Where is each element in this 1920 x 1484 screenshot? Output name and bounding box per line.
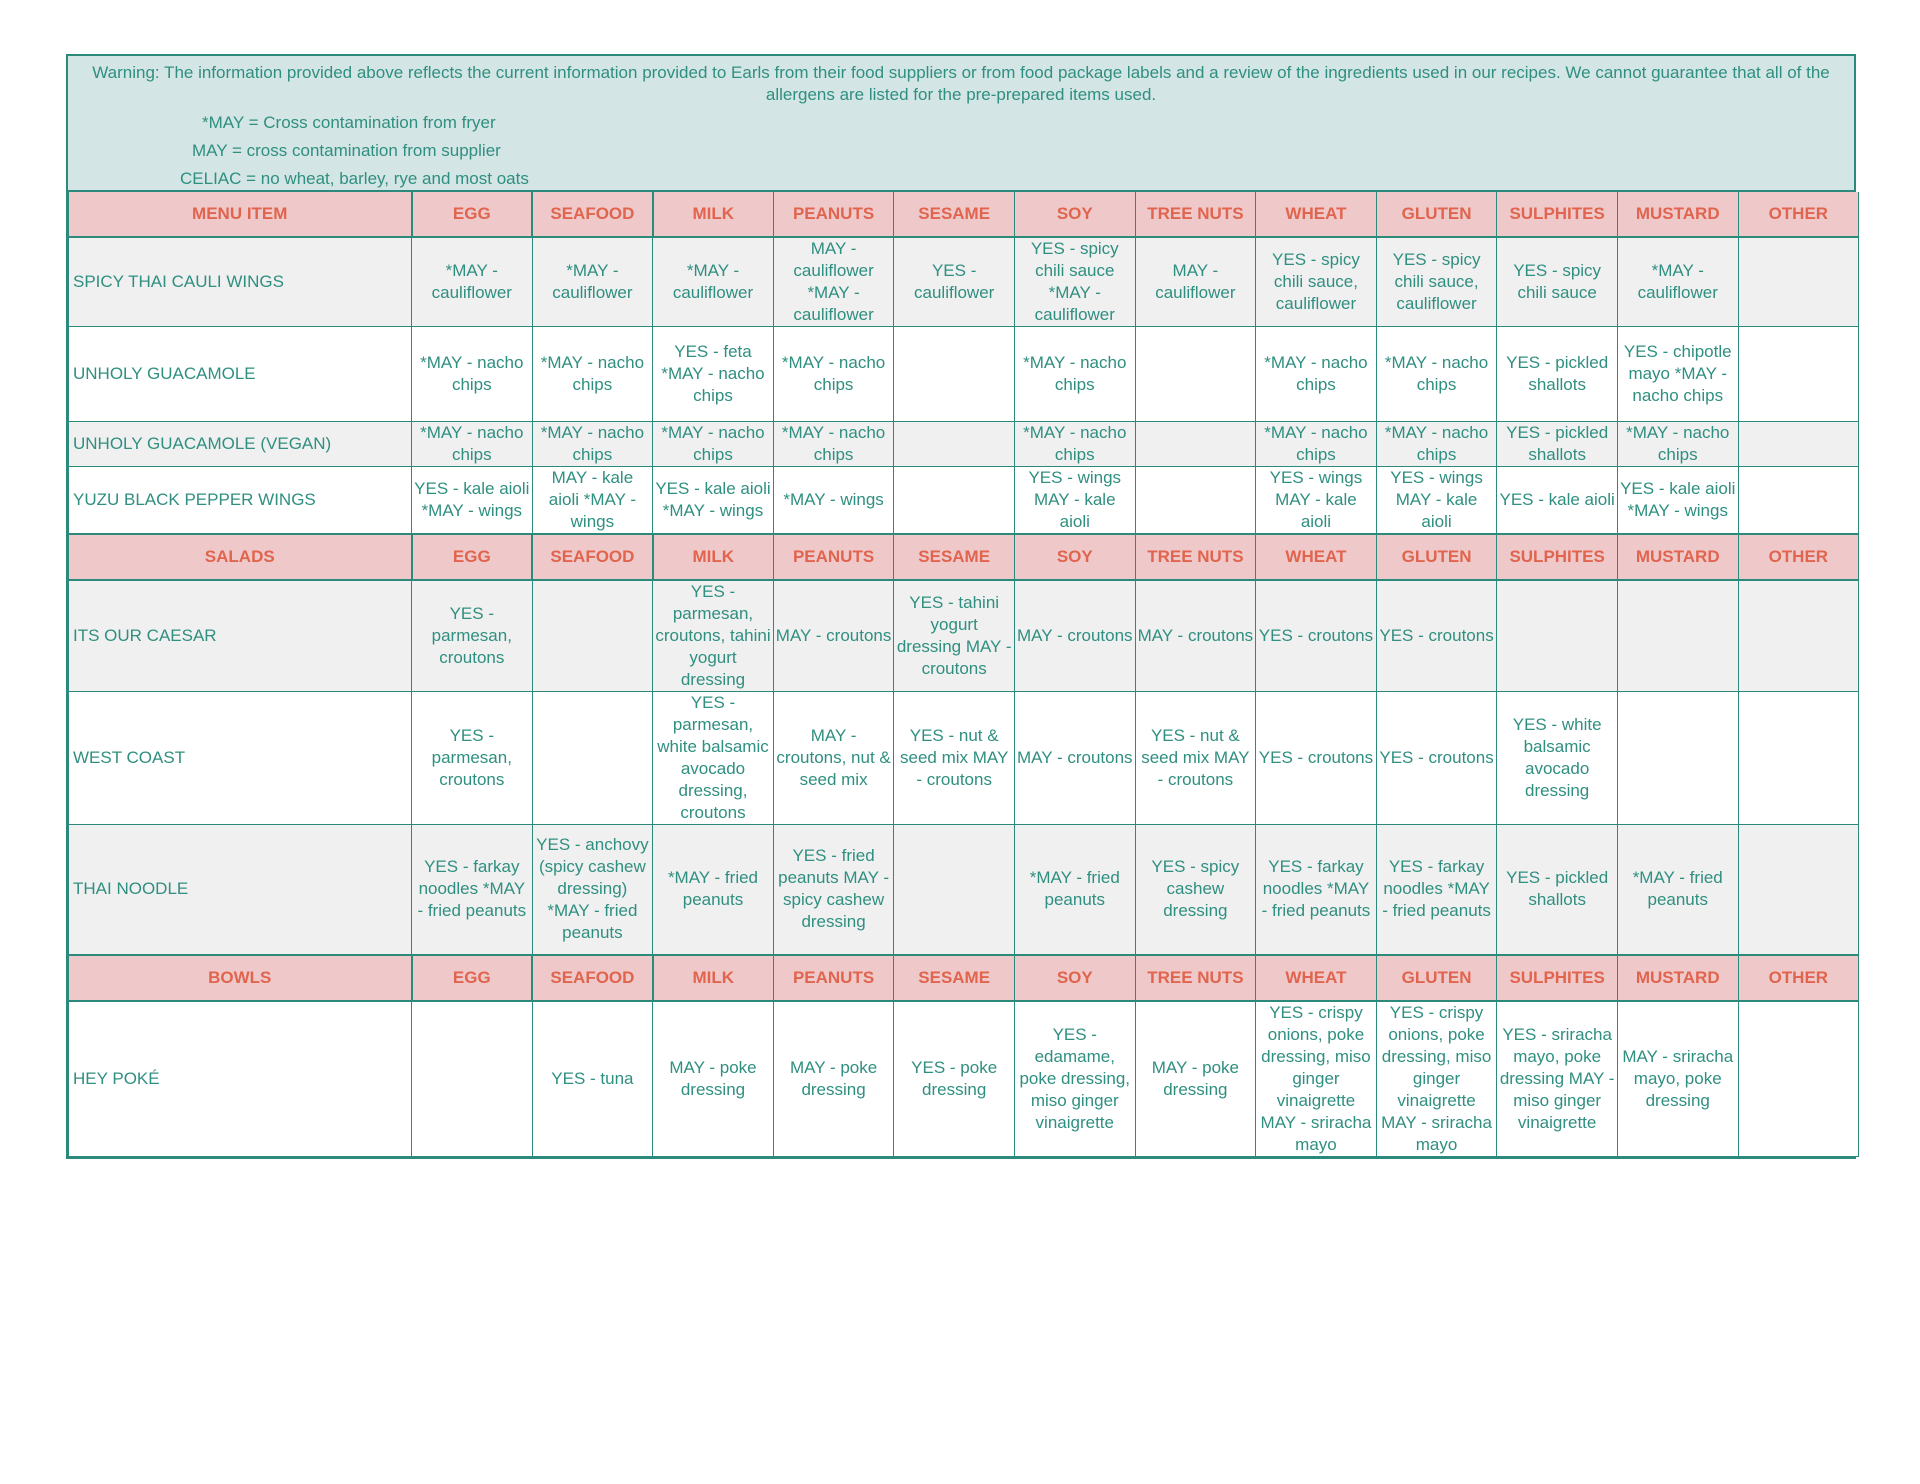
allergen-cell bbox=[1135, 467, 1256, 535]
allergen-cell: *MAY - fried peanuts bbox=[1014, 825, 1135, 955]
allergen-cell: YES - tuna bbox=[532, 1001, 653, 1157]
allergen-cell: YES - spicy chili sauce bbox=[1497, 237, 1618, 327]
menu-item-name: UNHOLY GUACAMOLE bbox=[69, 327, 412, 422]
table-row bbox=[69, 327, 1859, 422]
allergen-cell bbox=[894, 467, 1015, 535]
allergen-cell: YES - spicy chili sauce, cauliflower bbox=[1256, 237, 1377, 327]
section-header bbox=[69, 534, 1859, 580]
allergen-cell: YES - wings MAY - kale aioli bbox=[1376, 467, 1497, 535]
column-header: OTHER bbox=[1738, 192, 1859, 237]
allergen-cell: YES - wings MAY - kale aioli bbox=[1256, 467, 1377, 535]
allergen-cell bbox=[532, 580, 653, 692]
allergen-cell: MAY - poke dressing bbox=[773, 1001, 894, 1157]
allergen-cell: MAY - croutons bbox=[1014, 580, 1135, 692]
allergen-cell bbox=[1617, 692, 1738, 825]
column-header: TREE NUTS bbox=[1135, 955, 1256, 1001]
allergen-cell: YES - nut & seed mix MAY - croutons bbox=[1135, 692, 1256, 825]
column-header: SULPHITES bbox=[1497, 955, 1618, 1001]
allergen-cell: YES - anchovy (spicy cashew dressing) *MAY - fried peanuts bbox=[532, 825, 653, 955]
allergen-cell: *MAY - nacho chips bbox=[1376, 422, 1497, 467]
section-header bbox=[69, 192, 1859, 237]
column-header: TREE NUTS bbox=[1135, 192, 1256, 237]
column-header: SULPHITES bbox=[1497, 192, 1618, 237]
legend-supplier: MAY = cross contamination from supplier bbox=[192, 141, 501, 160]
allergen-cell: YES - croutons bbox=[1256, 692, 1377, 825]
table-row bbox=[69, 580, 1859, 692]
allergen-cell bbox=[894, 327, 1015, 422]
column-header: MUSTARD bbox=[1617, 955, 1738, 1001]
section-title: MENU ITEM bbox=[69, 192, 412, 237]
allergen-cell bbox=[894, 422, 1015, 467]
allergen-cell: YES - croutons bbox=[1256, 580, 1377, 692]
column-header: SOY bbox=[1014, 534, 1135, 580]
allergen-cell: MAY - croutons bbox=[1014, 692, 1135, 825]
column-header: WHEAT bbox=[1256, 534, 1377, 580]
allergen-cell: YES - cauliflower bbox=[894, 237, 1015, 327]
column-header: OTHER bbox=[1738, 955, 1859, 1001]
allergen-cell: YES - crispy onions, poke dressing, miso ginger vinaigrette MAY - sriracha mayo bbox=[1256, 1001, 1377, 1157]
allergen-cell: *MAY - nacho chips bbox=[1014, 422, 1135, 467]
column-header: SESAME bbox=[894, 955, 1015, 1001]
allergen-cell: *MAY - wings bbox=[773, 467, 894, 535]
column-header: WHEAT bbox=[1256, 192, 1377, 237]
allergen-cell: MAY - kale aioli *MAY - wings bbox=[532, 467, 653, 535]
allergen-cell: YES - spicy cashew dressing bbox=[1135, 825, 1256, 955]
warning-box bbox=[68, 56, 1854, 192]
allergen-cell: YES - white balsamic avocado dressing bbox=[1497, 692, 1618, 825]
menu-item-name: ITS OUR CAESAR bbox=[69, 580, 412, 692]
column-header: MUSTARD bbox=[1617, 534, 1738, 580]
allergen-cell: YES - farkay noodles *MAY - fried peanuts bbox=[412, 825, 533, 955]
column-header: EGG bbox=[412, 534, 533, 580]
allergen-cell: MAY - poke dressing bbox=[1135, 1001, 1256, 1157]
allergen-cell: MAY - croutons bbox=[773, 580, 894, 692]
allergen-cell: YES - croutons bbox=[1376, 692, 1497, 825]
section-header bbox=[69, 955, 1859, 1001]
allergen-cell: YES - farkay noodles *MAY - fried peanuts bbox=[1256, 825, 1377, 955]
allergen-cell: *MAY - nacho chips bbox=[412, 327, 533, 422]
allergen-table bbox=[68, 192, 1859, 1157]
allergen-cell bbox=[1738, 1001, 1859, 1157]
allergen-cell: YES - tahini yogurt dressing MAY - croutons bbox=[894, 580, 1015, 692]
allergen-cell: YES - parmesan, white balsamic avocado dressing, croutons bbox=[653, 692, 774, 825]
allergen-cell: *MAY - nacho chips bbox=[653, 422, 774, 467]
allergen-cell: *MAY - nacho chips bbox=[1256, 422, 1377, 467]
allergen-cell: MAY - poke dressing bbox=[653, 1001, 774, 1157]
column-header: SESAME bbox=[894, 192, 1015, 237]
allergen-cell bbox=[1497, 580, 1618, 692]
column-header: SOY bbox=[1014, 192, 1135, 237]
allergen-cell bbox=[1135, 327, 1256, 422]
column-header: GLUTEN bbox=[1376, 534, 1497, 580]
column-header: MILK bbox=[653, 955, 774, 1001]
column-header: TREE NUTS bbox=[1135, 534, 1256, 580]
allergen-sheet bbox=[66, 54, 1856, 1159]
allergen-cell bbox=[1738, 692, 1859, 825]
menu-item-name: SPICY THAI CAULI WINGS bbox=[69, 237, 412, 327]
allergen-cell bbox=[1617, 580, 1738, 692]
column-header: SESAME bbox=[894, 534, 1015, 580]
menu-item-name: YUZU BLACK PEPPER WINGS bbox=[69, 467, 412, 535]
allergen-cell: MAY - cauliflower bbox=[1135, 237, 1256, 327]
column-header: PEANUTS bbox=[773, 192, 894, 237]
column-header: SEAFOOD bbox=[532, 955, 653, 1001]
column-header: GLUTEN bbox=[1376, 192, 1497, 237]
allergen-cell: YES - poke dressing bbox=[894, 1001, 1015, 1157]
table-row bbox=[69, 467, 1859, 535]
allergen-cell bbox=[894, 825, 1015, 955]
column-header: MILK bbox=[653, 192, 774, 237]
allergen-cell: YES - nut & seed mix MAY - croutons bbox=[894, 692, 1015, 825]
column-header: MUSTARD bbox=[1617, 192, 1738, 237]
table-row bbox=[69, 692, 1859, 825]
allergen-cell: YES - feta *MAY - nacho chips bbox=[653, 327, 774, 422]
allergen-cell bbox=[532, 692, 653, 825]
allergen-cell: YES - fried peanuts MAY - spicy cashew dressing bbox=[773, 825, 894, 955]
section-title: SALADS bbox=[69, 534, 412, 580]
allergen-cell: YES - wings MAY - kale aioli bbox=[1014, 467, 1135, 535]
allergen-cell: MAY - cauliflower *MAY - cauliflower bbox=[773, 237, 894, 327]
allergen-cell: YES - kale aioli *MAY - wings bbox=[653, 467, 774, 535]
column-header: SOY bbox=[1014, 955, 1135, 1001]
menu-item-name: THAI NOODLE bbox=[69, 825, 412, 955]
column-header: PEANUTS bbox=[773, 955, 894, 1001]
allergen-cell: MAY - croutons bbox=[1135, 580, 1256, 692]
allergen-cell: YES - spicy chili sauce, cauliflower bbox=[1376, 237, 1497, 327]
allergen-cell: YES - sriracha mayo, poke dressing MAY - miso ginger vinaigrette bbox=[1497, 1001, 1618, 1157]
allergen-cell bbox=[1135, 422, 1256, 467]
menu-item-name: HEY POKÉ bbox=[69, 1001, 412, 1157]
allergen-cell: YES - parmesan, croutons bbox=[412, 580, 533, 692]
section-title: BOWLS bbox=[69, 955, 412, 1001]
column-header: EGG bbox=[412, 955, 533, 1001]
allergen-cell: YES - kale aioli *MAY - wings bbox=[1617, 467, 1738, 535]
allergen-cell: YES - farkay noodles *MAY - fried peanuts bbox=[1376, 825, 1497, 955]
legend-fryer: *MAY = Cross contamination from fryer bbox=[202, 113, 496, 132]
menu-item-name: WEST COAST bbox=[69, 692, 412, 825]
warning-text: Warning: The information provided above reflects the current information provided to Earls from their food suppliers or from food package labels and a review of the ingredients used in our recipes. We cannot guarantee that all of the allergens are listed for the pre-prepared items used. bbox=[92, 63, 1830, 104]
allergen-cell: YES - chipotle mayo *MAY - nacho chips bbox=[1617, 327, 1738, 422]
allergen-cell: YES - kale aioli bbox=[1497, 467, 1618, 535]
column-header: OTHER bbox=[1738, 534, 1859, 580]
allergen-cell: *MAY - nacho chips bbox=[773, 422, 894, 467]
allergen-cell: *MAY - cauliflower bbox=[412, 237, 533, 327]
allergen-cell bbox=[1738, 327, 1859, 422]
allergen-cell bbox=[1738, 467, 1859, 535]
allergen-cell: YES - croutons bbox=[1376, 580, 1497, 692]
column-header: SEAFOOD bbox=[532, 534, 653, 580]
menu-item-name: UNHOLY GUACAMOLE (VEGAN) bbox=[69, 422, 412, 467]
column-header: EGG bbox=[412, 192, 533, 237]
table-row bbox=[69, 422, 1859, 467]
allergen-cell bbox=[412, 1001, 533, 1157]
column-header: SEAFOOD bbox=[532, 192, 653, 237]
allergen-cell bbox=[1738, 237, 1859, 327]
allergen-cell: *MAY - nacho chips bbox=[773, 327, 894, 422]
allergen-cell: YES - parmesan, croutons bbox=[412, 692, 533, 825]
allergen-cell: *MAY - cauliflower bbox=[532, 237, 653, 327]
table-row bbox=[69, 825, 1859, 955]
allergen-cell: MAY - croutons, nut & seed mix bbox=[773, 692, 894, 825]
allergen-cell: *MAY - nacho chips bbox=[532, 327, 653, 422]
allergen-cell: YES - kale aioli *MAY - wings bbox=[412, 467, 533, 535]
allergen-cell bbox=[1738, 580, 1859, 692]
allergen-cell: *MAY - nacho chips bbox=[412, 422, 533, 467]
allergen-cell: YES - edamame, poke dressing, miso ginger vinaigrette bbox=[1014, 1001, 1135, 1157]
legend-celiac: CELIAC = no wheat, barley, rye and most oats bbox=[180, 169, 529, 188]
table-row bbox=[69, 1001, 1859, 1157]
allergen-cell: YES - crispy onions, poke dressing, miso ginger vinaigrette MAY - sriracha mayo bbox=[1376, 1001, 1497, 1157]
allergen-cell: *MAY - nacho chips bbox=[1014, 327, 1135, 422]
allergen-cell: *MAY - nacho chips bbox=[532, 422, 653, 467]
allergen-cell: YES - parmesan, croutons, tahini yogurt dressing bbox=[653, 580, 774, 692]
column-header: WHEAT bbox=[1256, 955, 1377, 1001]
allergen-cell: *MAY - cauliflower bbox=[1617, 237, 1738, 327]
column-header: PEANUTS bbox=[773, 534, 894, 580]
allergen-cell: *MAY - cauliflower bbox=[653, 237, 774, 327]
allergen-cell: YES - pickled shallots bbox=[1497, 422, 1618, 467]
allergen-cell: *MAY - fried peanuts bbox=[1617, 825, 1738, 955]
table-row bbox=[69, 237, 1859, 327]
column-header: GLUTEN bbox=[1376, 955, 1497, 1001]
column-header: MILK bbox=[653, 534, 774, 580]
allergen-cell: MAY - sriracha mayo, poke dressing bbox=[1617, 1001, 1738, 1157]
allergen-cell: *MAY - nacho chips bbox=[1256, 327, 1377, 422]
allergen-cell: *MAY - fried peanuts bbox=[653, 825, 774, 955]
allergen-cell: *MAY - nacho chips bbox=[1376, 327, 1497, 422]
allergen-cell: YES - spicy chili sauce *MAY - cauliflower bbox=[1014, 237, 1135, 327]
allergen-cell: YES - pickled shallots bbox=[1497, 327, 1618, 422]
allergen-cell: YES - pickled shallots bbox=[1497, 825, 1618, 955]
allergen-cell bbox=[1738, 422, 1859, 467]
allergen-cell bbox=[1738, 825, 1859, 955]
allergen-cell: *MAY - nacho chips bbox=[1617, 422, 1738, 467]
column-header: SULPHITES bbox=[1497, 534, 1618, 580]
